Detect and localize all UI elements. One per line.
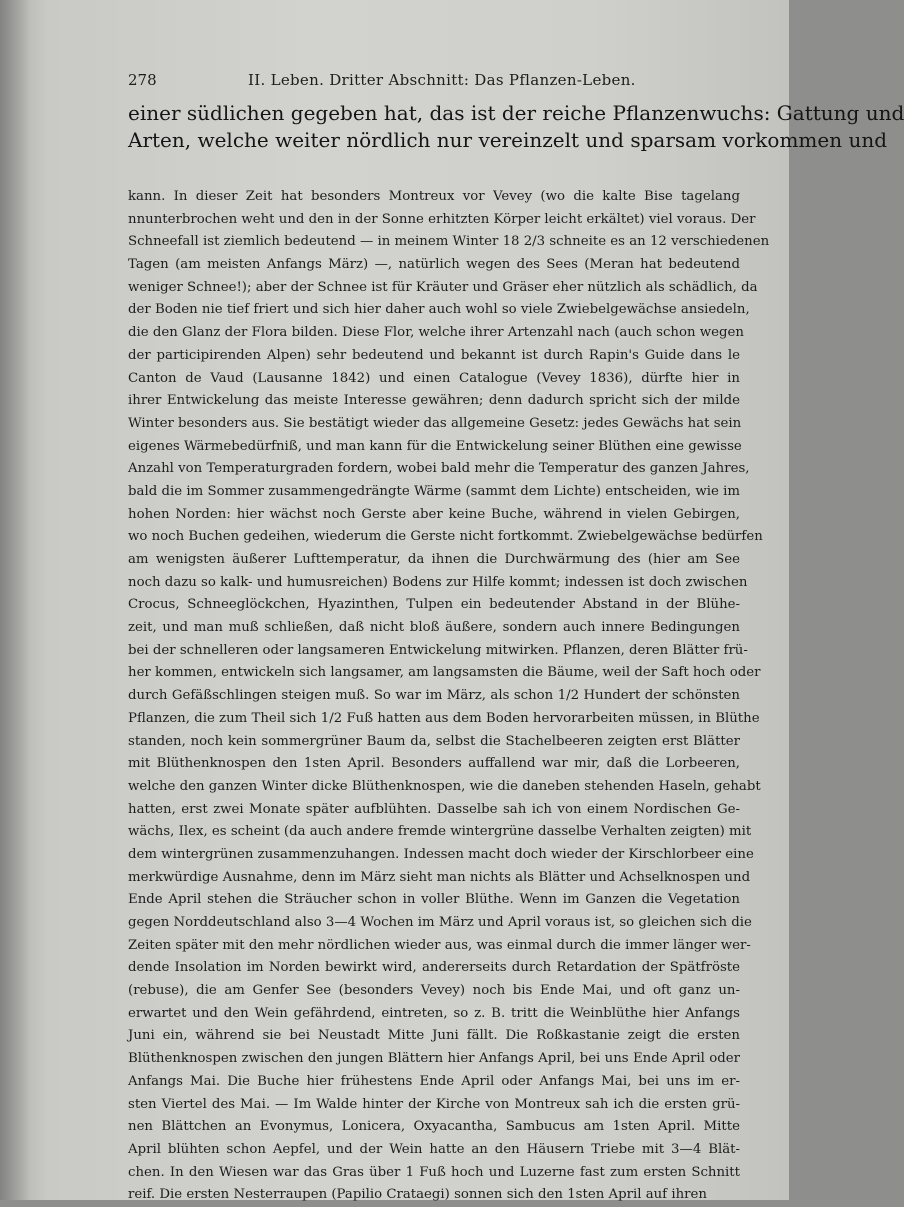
text-line: wächs, Ilex, es scheint (da auch andere fremde wintergrüne dasselbe Verhalten zeigten) mit bbox=[128, 824, 752, 840]
text-line: chen. In den Wiesen war das Gras über 1 Fuß hoch und Luzerne fast zum ersten Schnitt bbox=[128, 1164, 740, 1180]
text-line: standen, noch kein sommergrüner Baum da, selbst die Stachelbeeren zeigten erst Blätter bbox=[128, 733, 740, 749]
text-line: noch dazu so kalk- und humusreichen) Bodens zur Hilfe kommt; indessen ist doch zwischen bbox=[128, 574, 748, 590]
text-line: hohen Norden: hier wächst noch Gerste aber keine Buche, während in vielen Gebirgen, bbox=[128, 506, 740, 522]
text-line: bald die im Sommer zusammengedrängte Wärme (sammt dem Lichte) entscheiden, wie im bbox=[128, 483, 740, 499]
text-line: wo noch Buchen gedeihen, wiederum die Gerste nicht fortkommt. Zwiebelgewächse bedürfen bbox=[128, 529, 763, 545]
text-line: nen Blättchen an Evonymus, Lonicera, Oxyacantha, Sambucus am 1sten April. Mitte bbox=[128, 1119, 740, 1135]
text-line: dem wintergrünen zusammenzuhangen. Indessen macht doch wieder der Kirschlorbeer eine bbox=[128, 846, 754, 862]
page-gutter-shadow bbox=[0, 0, 30, 1200]
text-line: Winter besonders aus. Sie bestätigt wieder das allgemeine Gesetz: jedes Gewächs hat sein bbox=[128, 415, 742, 431]
text-line: hatten, erst zwei Monate später aufblühten. Dasselbe sah ich von einem Nordischen Ge- bbox=[128, 801, 740, 817]
text-line: durch Gefäßschlingen steigen muß. So war im März, als schon 1/2 Hundert der schönsten bbox=[128, 688, 740, 704]
text-line: Zeiten später mit den mehr nördlichen wieder aus, was einmal durch die immer länger wer- bbox=[128, 937, 751, 953]
text-line: die den Glanz der Flora bilden. Diese Flor, welche ihrer Artenzahl nach (auch schon wegen bbox=[128, 325, 744, 341]
text-line: Juni ein, während sie bei Neustadt Mitte Juni fällt. Die Roßkastanie zeigt die ersten bbox=[128, 1028, 740, 1044]
text-line: ihrer Entwickelung das meiste Interesse gewähren; denn dadurch spricht sich der milde bbox=[128, 393, 740, 409]
text-line: gegen Norddeutschland also 3—4 Wochen im März und April voraus ist, so gleichen sich die bbox=[128, 915, 752, 930]
text-line: Anfangs Mai. Die Buche hier frühestens Ende April oder Anfangs Mai, bei uns im er- bbox=[128, 1073, 740, 1089]
text-line: dende Insolation im Norden bewirkt wird, andererseits durch Retardation der Spätfröste bbox=[128, 960, 740, 976]
lead-line: einer südlichen gegeben hat, das ist der reiche Pflanzenwuchs: Gattung und bbox=[128, 101, 904, 125]
text-line: der participirenden Alpen) sehr bedeutend und bekannt ist durch Rapin's Guide dans le bbox=[128, 347, 740, 363]
text-line: April blühten schon Aepfel, und der Wein hatte an den Häusern Triebe mit 3—4 Blät- bbox=[128, 1141, 740, 1157]
footnote-text bbox=[128, 186, 770, 1207]
page-header bbox=[128, 68, 748, 92]
page-number: 278 bbox=[128, 71, 157, 89]
running-head: II. Leben. Dritter Abschnitt: Das Pflanzen-Leben. bbox=[248, 71, 636, 89]
text-line: (rebuse), die am Genfer See (besonders Vevey) noch bis Ende Mai, und oft ganz un- bbox=[128, 983, 740, 999]
text-line: Tagen (am meisten Anfangs März) —, natürlich wegen des Sees (Meran hat bedeutend bbox=[128, 257, 740, 273]
text-line: welche den ganzen Winter dicke Blüthenknospen, wie die daneben stehenden Haseln, gehabt bbox=[128, 778, 761, 794]
text-line: weniger Schnee!); aber der Schnee ist für Kräuter und Gräser eher nützlich als schädlich, da bbox=[128, 279, 758, 295]
text-line: am wenigsten äußerer Lufttemperatur, da ihnen die Durchwärmung des (hier am See bbox=[128, 552, 740, 567]
text-line: bei der schnelleren oder langsameren Entwickelung mitwirken. Pflanzen, deren Blätter frü- bbox=[128, 642, 748, 658]
text-line: Canton de Vaud (Lausanne 1842) und einen Catalogue (Vevey 1836), dürfte hier in bbox=[128, 370, 740, 386]
text-line: reif. Die ersten Nesterraupen (Papilio Crataegi) sonnen sich den 1sten April auf ihren bbox=[128, 1187, 707, 1203]
text-line: Pflanzen, die zum Theil sich 1/2 Fuß hatten aus dem Boden hervorarbeiten müssen, in Blüthe bbox=[128, 710, 760, 726]
text-line: Anzahl von Temperaturgraden fordern, wobei bald mehr die Temperatur des ganzen Jahres, bbox=[128, 461, 750, 477]
text-line: zeit, und man muß schließen, daß nicht bloß äußere, sondern auch innere Bedingungen bbox=[128, 620, 740, 636]
text-line: Blüthenknospen zwischen den jungen Blättern hier Anfangs April, bei uns Ende April oder bbox=[128, 1051, 740, 1067]
text-line: Crocus, Schneeglöckchen, Hyazinthen, Tulpen ein bedeutender Abstand in der Blühe- bbox=[128, 597, 740, 613]
text-line: eigenes Wärmebedürfniß, und man kann für die Entwickelung seiner Blüthen eine gewisse bbox=[128, 438, 742, 454]
text-line: Schneefall ist ziemlich bedeutend — in meinem Winter 18 2/3 schneite es an 12 verschiedenen bbox=[128, 234, 770, 250]
text-line: kann. In dieser Zeit hat besonders Montreux vor Vevey (wo die kalte Bise tagelang bbox=[128, 189, 740, 204]
text-line: mit Blüthenknospen den 1sten April. Besonders auffallend war mir, daß die Lorbeeren, bbox=[128, 756, 740, 772]
text-line: her kommen, entwickeln sich langsamer, am langsamsten die Bäume, weil der Saft hoch oder bbox=[128, 665, 761, 681]
lead-line: Arten, welche weiter nördlich nur vereinzelt und sparsam vorkommen und bbox=[128, 128, 888, 152]
text-line: der Boden nie tief friert und sich hier daher auch wohl so viele Zwiebelgewächse ansiedeln, bbox=[128, 302, 750, 318]
text-line: nnunterbrochen weht und den in der Sonne erhitzten Körper leicht erkältet) viel voraus. Der bbox=[128, 211, 756, 227]
text-line: Ende April stehen die Sträucher schon in voller Blüthe. Wenn im Ganzen die Vegetation bbox=[128, 892, 740, 908]
lead-paragraph bbox=[128, 100, 904, 154]
text-line: merkwürdige Ausnahme, denn im März sieht man nichts als Blätter und Achselknospen und bbox=[128, 869, 751, 885]
text-line: sten Viertel des Mai. — Im Walde hinter der Kirche von Montreux sah ich die ersten grü- bbox=[128, 1096, 740, 1112]
text-line: erwartet und den Wein gefährdend, eintreten, so z. B. tritt die Weinblüthe hier Anfangs bbox=[128, 1005, 740, 1021]
